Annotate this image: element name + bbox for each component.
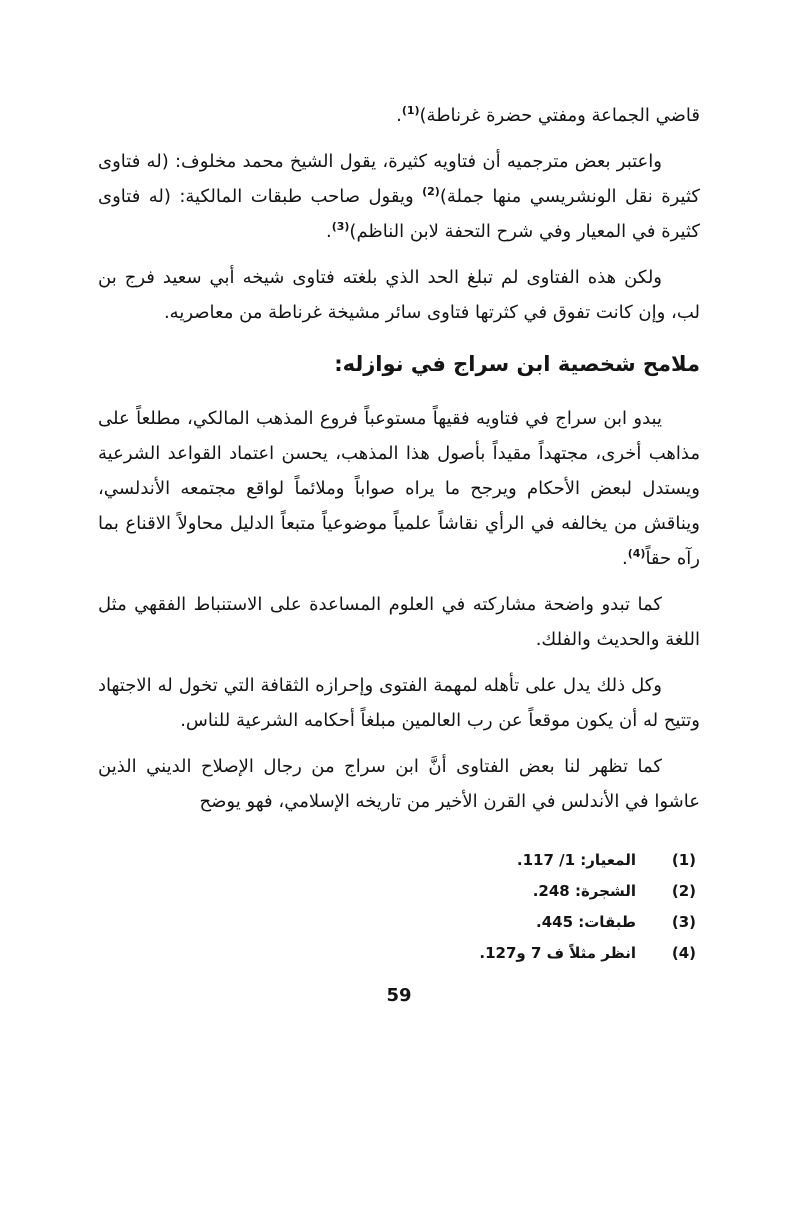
body-text: ولكن هذه الفتاوى لم تبلغ الحد الذي بلغته فتاوى شيخه أبي سعيد فرج بن لب، وإن كانت تفوق في كثرتها فتاوى سائر مشيخة غرناطة من معاصريه. xyxy=(98,267,700,323)
paragraph xyxy=(98,401,700,576)
footnote-number: (1) xyxy=(671,851,696,869)
footnote-ref-3: (3) xyxy=(331,220,350,233)
footnote-item xyxy=(98,938,696,969)
footnote-number: (4) xyxy=(671,944,696,962)
section-heading: ملامح شخصية ابن سراج في نوازله: xyxy=(334,352,700,376)
paragraph xyxy=(98,587,700,657)
body-text: . xyxy=(396,105,402,126)
footnote-text: انظر مثلاً ف 7 و127. xyxy=(479,944,636,962)
paragraph xyxy=(98,668,700,738)
footnote-text: الشجرة: 248. xyxy=(532,882,636,900)
footnote-item xyxy=(98,876,696,907)
body-text: . xyxy=(621,548,628,569)
body-text: كما تبدو واضحة مشاركته في العلوم المساعدة على الاستنباط الفقهي مثل اللغة والحديث والفلك. xyxy=(98,594,700,650)
body-text: . xyxy=(325,221,332,242)
footnote-item xyxy=(98,907,696,938)
footnote-ref-2: (2) xyxy=(422,185,440,198)
body-text: واعتبر بعض مترجميه أن فتاويه كثيرة، يقول الشيخ محمد مخلوف: (له فتاوى كثيرة نقل الونشريسي منها جملة) xyxy=(98,151,700,207)
paragraph-continuation xyxy=(98,98,700,133)
footnote-text: المعيار: 1/ 117. xyxy=(516,851,636,869)
body-text: كما تظهر لنا بعض الفتاوى أنَّ ابن سراج من رجال الإصلاح الديني الذين عاشوا في الأندلس في القرن الأخير من تاريخه الإسلامي، فهو يوضح xyxy=(98,756,700,812)
body-text: وكل ذلك يدل على تأهله لمهمة الفتوى وإحرازه الثقافة التي تخول له الاجتهاد وتتيح له أن يكون موقعاً عن رب العالمين مبلغاً أحكامه الشرعية للناس. xyxy=(98,675,700,731)
footnote-item xyxy=(98,845,696,876)
body-text: ويقول صاحب طبقات المالكية: (له فتاوى كثيرة في المعيار وفي شرح التحفة لابن الناظم) xyxy=(98,186,700,242)
footnote-ref-1: (1) xyxy=(401,104,420,117)
body-text: يبدو ابن سراج في فتاويه فقيهاً مستوعباً فروع المذهب المالكي، مطلعاً على مذاهب أخرى، مجتهداً مقيداً بأصول هذا المذهب، يحسن اعتماد القواعد الشرعية ويستدل لبعض الأحكام ويرجح ما يراه صواباً وملائماً لواقع مجتمعه الأندلسي، ويناقش من يخالفه في الرأي نقاشاً علمياً موضوعياً متبعاً الدليل محاولاً الاقناع بما رآه حقاً xyxy=(98,408,700,569)
paragraph xyxy=(98,260,700,330)
footnotes-section xyxy=(98,845,700,969)
footnote-text: طبقات: 445. xyxy=(536,913,636,931)
paragraph xyxy=(98,144,700,249)
footnote-number: (2) xyxy=(671,882,696,900)
footnote-ref-4: (4) xyxy=(627,547,646,560)
page-number: 59 xyxy=(386,985,412,1006)
footnote-number: (3) xyxy=(671,913,696,931)
body-text: قاضي الجماعة ومفتي حضرة غرناطة) xyxy=(419,105,700,126)
paragraph xyxy=(98,749,700,819)
